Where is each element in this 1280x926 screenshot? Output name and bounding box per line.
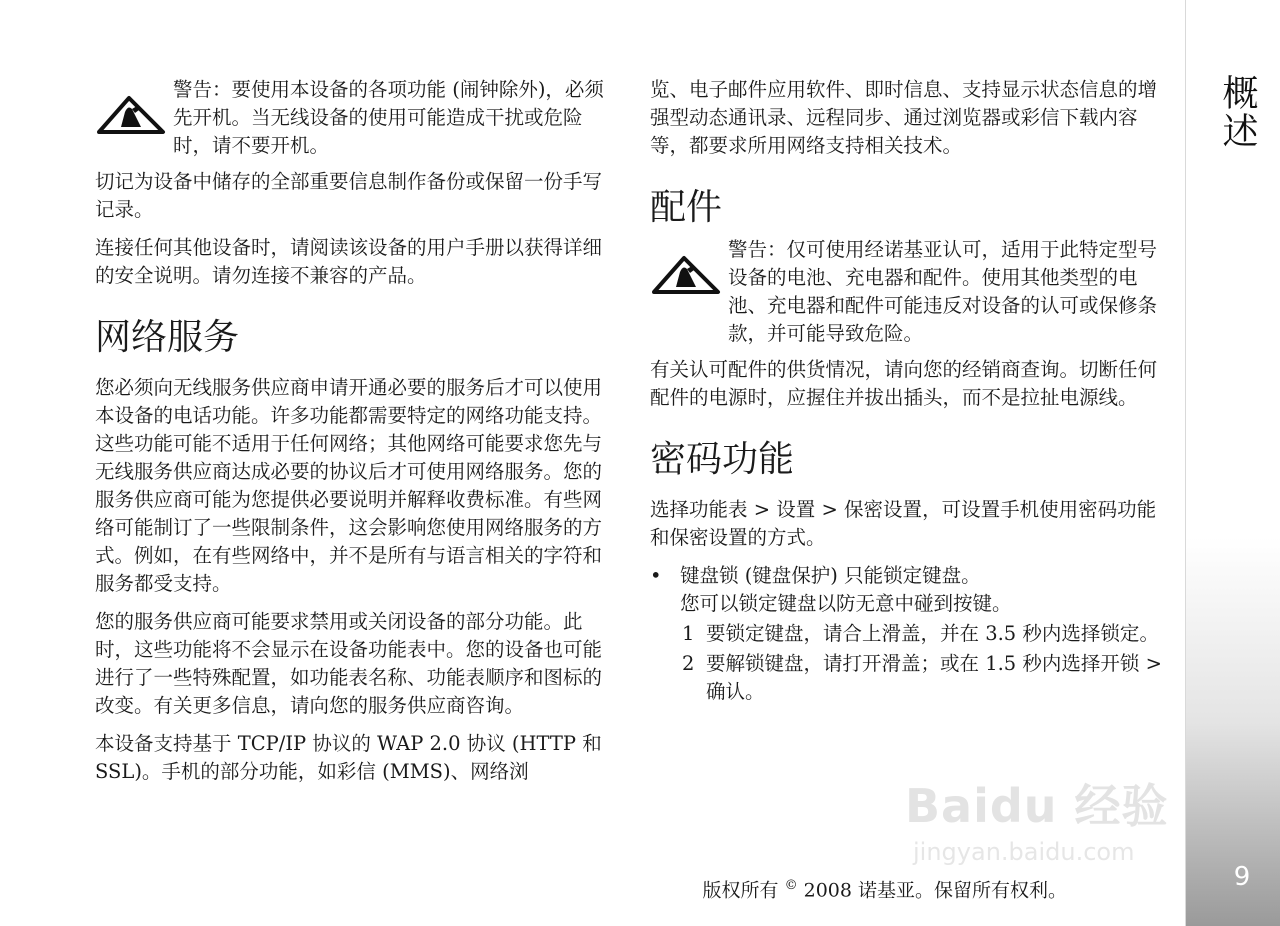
- accessories-heading: 配件: [650, 187, 723, 228]
- bullet-line-2: 您可以锁定键盘以防无意中碰到按键。: [680, 592, 1012, 615]
- connect-paragraph: 连接任何其他设备时，请阅读该设备的用户手册以获得详细的安全说明。请勿连接不兼容的产品。: [95, 236, 603, 287]
- warning-label: 警告：: [728, 238, 787, 261]
- warning-hand-icon: [95, 94, 167, 136]
- step-item: 2 要解锁键盘，请打开滑盖；或在 1.5 秒内选择开锁 > 确认。: [682, 652, 1162, 703]
- warning-block: [650, 236, 1170, 348]
- network-paragraph-2: 您的服务供应商可能要求禁用或关闭设备的部分功能。此时，这些功能将不会显示在设备功能表中。您的设备也可能进行了一些特殊配置，如功能表名称、功能表顺序和图标的改变。有关更多信息，请向您的服务供应商咨询。: [95, 610, 603, 717]
- warning-text: 要使用本设备的各项功能 (闹钟除外)，必须先开机。当无线设备的使用可能造成干扰或危险时，请不要开机。: [173, 78, 604, 157]
- backup-paragraph: 切记为设备中储存的全部重要信息制作备份或保留一份手写记录。: [95, 170, 603, 221]
- watermark-url: jingyan.baidu.com: [913, 838, 1135, 866]
- step-item: 1 要锁定键盘，请合上滑盖，并在 3.5 秒内选择锁定。: [682, 620, 1170, 648]
- page-number: 9: [1233, 862, 1251, 892]
- step-number: 2: [682, 652, 695, 675]
- menu-path-item: 设置: [776, 498, 816, 521]
- continued-paragraph: 览、电子邮件应用软件、即时信息、支持显示状态信息的增强型动态通讯录、远程同步、通过浏览器或彩信下载内容等，都要求所用网络支持相关技术。: [650, 78, 1158, 157]
- warning-label: 警告：: [173, 78, 232, 101]
- right-column: [650, 76, 1170, 706]
- watermark-logo-text: Baidu 经验: [905, 779, 1169, 833]
- softkey-unlock: 开锁: [1100, 652, 1140, 675]
- warning-hand-icon: [650, 254, 722, 296]
- warning-block: [95, 76, 620, 160]
- bullet-line-1: 键盘锁 (键盘保护) 只能锁定键盘。: [680, 564, 981, 587]
- network-paragraph-3: 本设备支持基于 TCP/IP 协议的 WAP 2.0 协议 (HTTP 和 SSL)。手机的部分功能，如彩信 (MMS)、网络浏: [95, 732, 602, 783]
- password-paragraph: 选择功能表 > 设置 > 保密设置，可设置手机使用密码功能和保密设置的方式。: [650, 498, 1157, 549]
- step-number: 1: [682, 622, 695, 645]
- bullet-dot: •: [650, 564, 662, 587]
- left-column: [95, 76, 620, 796]
- network-services-heading: 网络服务: [95, 317, 240, 358]
- softkey-confirm: 确认: [706, 680, 746, 703]
- keyguard-bullet: [650, 562, 1170, 618]
- warning-text: 仅可使用经诺基亚认可，适用于此特定型号设备的电池、充电器和配件。使用其他类型的电池、充电器和配件可能违反对设备的认可或保修条款，并可能导致危险。: [728, 238, 1158, 345]
- chapter-title: 概述: [1217, 74, 1258, 150]
- network-paragraph-1: 您必须向无线服务供应商申请开通必要的服务后才可以使用本设备的电话功能。许多功能都需要特定的网络功能支持。这些功能可能不适用于任何网络；其他网络可能要求您先与无线服务供应商达成必要的协议后才可使用网络服务。您的服务供应商可能为您提供必要说明并解释收费标准。有些网络可能制订了一些限制条件，这会影响您使用网络服务的方式。例如，在有些网络中，并不是所有与语言相关的字符和服务都受支持。: [95, 376, 603, 595]
- softkey-lock: 锁定: [1100, 622, 1140, 645]
- accessories-paragraph: 有关认可配件的供货情况，请向您的经销商查询。切断任何配件的电源时，应握住并拔出插头，而不是拉扯电源线。: [650, 358, 1158, 409]
- copyright-footer: 版权所有 © 2008 诺基亚。保留所有权利。: [702, 878, 1067, 902]
- copyright-symbol: ©: [784, 878, 798, 893]
- menu-path-item: 功能表: [689, 498, 748, 521]
- menu-path-item: 保密设置: [844, 498, 923, 521]
- password-heading: 密码功能: [650, 439, 795, 480]
